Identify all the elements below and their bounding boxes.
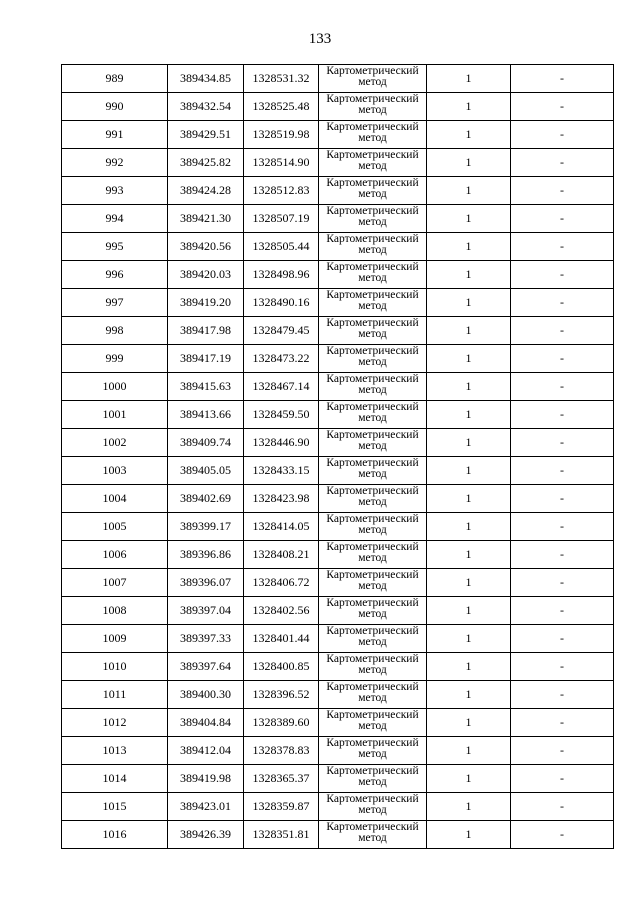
y-coordinate-cell: 1328525.48: [244, 93, 319, 121]
x-coordinate-cell: 389412.04: [168, 737, 244, 765]
method-line-1: Картометрический: [326, 597, 419, 609]
method-line-2: метод: [358, 832, 387, 844]
point-number-cell: 1013: [62, 737, 168, 765]
y-coordinate-cell: 1328519.98: [244, 121, 319, 149]
method-cell: [319, 737, 427, 765]
method-line-2: метод: [358, 776, 387, 788]
method-line-1: Картометрический: [326, 205, 419, 217]
x-coordinate-cell: 389423.01: [168, 793, 244, 821]
y-coordinate-cell: 1328479.45: [244, 317, 319, 345]
table-row: [62, 401, 614, 429]
table-row: [62, 625, 614, 653]
method-line-2: метод: [358, 160, 387, 172]
y-coordinate-cell: 1328490.16: [244, 289, 319, 317]
table-row: [62, 429, 614, 457]
x-coordinate-cell: 389405.05: [168, 457, 244, 485]
x-coordinate-cell: 389424.28: [168, 177, 244, 205]
x-coordinate-cell: 389409.74: [168, 429, 244, 457]
point-number-cell: 1002: [62, 429, 168, 457]
y-coordinate-cell: 1328473.22: [244, 345, 319, 373]
method-cell: [319, 121, 427, 149]
table-row: [62, 373, 614, 401]
count-cell: 1: [427, 457, 511, 485]
table-row: [62, 261, 614, 289]
count-cell: 1: [427, 205, 511, 233]
method-line-1: Картометрический: [326, 625, 419, 637]
x-coordinate-cell: 389434.85: [168, 65, 244, 93]
method-cell: [319, 681, 427, 709]
count-cell: 1: [427, 177, 511, 205]
method-line-2: метод: [358, 748, 387, 760]
x-coordinate-cell: 389432.54: [168, 93, 244, 121]
point-number-cell: 1004: [62, 485, 168, 513]
method-line-2: метод: [358, 804, 387, 816]
method-line-1: Картометрический: [326, 429, 419, 441]
x-coordinate-cell: 389419.20: [168, 289, 244, 317]
page-number: 133: [308, 31, 332, 47]
note-cell: -: [511, 597, 614, 625]
note-cell: -: [511, 457, 614, 485]
point-number-cell: 999: [62, 345, 168, 373]
table-row: [62, 569, 614, 597]
table-row: [62, 597, 614, 625]
method-cell: [319, 429, 427, 457]
method-cell: [319, 205, 427, 233]
point-number-cell: 1007: [62, 569, 168, 597]
y-coordinate-cell: 1328467.14: [244, 373, 319, 401]
note-cell: -: [511, 401, 614, 429]
count-cell: 1: [427, 821, 511, 849]
method-line-2: метод: [358, 188, 387, 200]
x-coordinate-cell: 389396.86: [168, 541, 244, 569]
y-coordinate-cell: 1328400.85: [244, 653, 319, 681]
table-row: [62, 765, 614, 793]
method-line-1: Картометрический: [326, 373, 419, 385]
note-cell: -: [511, 233, 614, 261]
method-line-1: Картометрический: [326, 261, 419, 273]
point-number-cell: 1011: [62, 681, 168, 709]
table-row: [62, 485, 614, 513]
note-cell: -: [511, 793, 614, 821]
y-coordinate-cell: 1328401.44: [244, 625, 319, 653]
point-number-cell: 1014: [62, 765, 168, 793]
note-cell: -: [511, 205, 614, 233]
method-line-2: метод: [358, 76, 387, 88]
method-line-1: Картометрический: [326, 345, 419, 357]
method-line-2: метод: [358, 412, 387, 424]
x-coordinate-cell: 389396.07: [168, 569, 244, 597]
table-row: [62, 317, 614, 345]
method-cell: [319, 93, 427, 121]
point-number-cell: 989: [62, 65, 168, 93]
method-line-2: метод: [358, 496, 387, 508]
method-line-1: Картометрический: [326, 653, 419, 665]
method-cell: [319, 65, 427, 93]
note-cell: -: [511, 569, 614, 597]
x-coordinate-cell: 389404.84: [168, 709, 244, 737]
table-row: [62, 457, 614, 485]
x-coordinate-cell: 389413.66: [168, 401, 244, 429]
count-cell: 1: [427, 65, 511, 93]
count-cell: 1: [427, 429, 511, 457]
method-line-1: Картометрический: [326, 177, 419, 189]
point-number-cell: 995: [62, 233, 168, 261]
table-row: [62, 149, 614, 177]
point-number-cell: 1008: [62, 597, 168, 625]
x-coordinate-cell: 389419.98: [168, 765, 244, 793]
table-row: [62, 737, 614, 765]
note-cell: -: [511, 709, 614, 737]
method-line-2: метод: [358, 468, 387, 480]
y-coordinate-cell: 1328423.98: [244, 485, 319, 513]
method-line-2: метод: [358, 356, 387, 368]
method-line-1: Картометрический: [326, 457, 419, 469]
x-coordinate-cell: 389426.39: [168, 821, 244, 849]
y-coordinate-cell: 1328396.52: [244, 681, 319, 709]
x-coordinate-cell: 389429.51: [168, 121, 244, 149]
x-coordinate-cell: 389425.82: [168, 149, 244, 177]
method-line-2: метод: [358, 664, 387, 676]
point-number-cell: 992: [62, 149, 168, 177]
y-coordinate-cell: 1328498.96: [244, 261, 319, 289]
count-cell: 1: [427, 485, 511, 513]
method-cell: [319, 597, 427, 625]
count-cell: 1: [427, 373, 511, 401]
point-number-cell: 1010: [62, 653, 168, 681]
method-line-1: Картометрический: [326, 793, 419, 805]
table-row: [62, 233, 614, 261]
table-row: [62, 121, 614, 149]
point-number-cell: 1001: [62, 401, 168, 429]
method-cell: [319, 765, 427, 793]
method-line-1: Картометрический: [326, 681, 419, 693]
method-line-2: метод: [358, 636, 387, 648]
x-coordinate-cell: 389421.30: [168, 205, 244, 233]
method-line-2: метод: [358, 720, 387, 732]
table-row: [62, 653, 614, 681]
method-cell: [319, 233, 427, 261]
method-line-1: Картометрический: [326, 233, 419, 245]
count-cell: 1: [427, 709, 511, 737]
x-coordinate-cell: 389417.98: [168, 317, 244, 345]
table-row: [62, 205, 614, 233]
count-cell: 1: [427, 513, 511, 541]
note-cell: -: [511, 121, 614, 149]
method-line-2: метод: [358, 524, 387, 536]
y-coordinate-cell: 1328378.83: [244, 737, 319, 765]
method-cell: [319, 709, 427, 737]
count-cell: 1: [427, 93, 511, 121]
count-cell: 1: [427, 597, 511, 625]
method-cell: [319, 401, 427, 429]
note-cell: -: [511, 737, 614, 765]
y-coordinate-cell: 1328505.44: [244, 233, 319, 261]
x-coordinate-cell: 389397.04: [168, 597, 244, 625]
table-row: [62, 65, 614, 93]
point-number-cell: 1016: [62, 821, 168, 849]
note-cell: -: [511, 429, 614, 457]
y-coordinate-cell: 1328531.32: [244, 65, 319, 93]
y-coordinate-cell: 1328365.37: [244, 765, 319, 793]
method-cell: [319, 541, 427, 569]
count-cell: 1: [427, 121, 511, 149]
x-coordinate-cell: 389417.19: [168, 345, 244, 373]
point-number-cell: 993: [62, 177, 168, 205]
point-number-cell: 1015: [62, 793, 168, 821]
point-number-cell: 997: [62, 289, 168, 317]
method-line-2: метод: [358, 552, 387, 564]
method-line-1: Картометрический: [326, 317, 419, 329]
point-number-cell: 990: [62, 93, 168, 121]
point-number-cell: 1012: [62, 709, 168, 737]
table-row: [62, 177, 614, 205]
method-cell: [319, 177, 427, 205]
table-row: [62, 541, 614, 569]
point-number-cell: 1000: [62, 373, 168, 401]
note-cell: -: [511, 65, 614, 93]
count-cell: 1: [427, 149, 511, 177]
method-line-2: метод: [358, 440, 387, 452]
note-cell: -: [511, 821, 614, 849]
table-row: [62, 821, 614, 849]
method-cell: [319, 457, 427, 485]
method-line-2: метод: [358, 216, 387, 228]
note-cell: -: [511, 317, 614, 345]
method-line-2: метод: [358, 104, 387, 116]
point-number-cell: 1003: [62, 457, 168, 485]
method-cell: [319, 793, 427, 821]
y-coordinate-cell: 1328359.87: [244, 793, 319, 821]
count-cell: 1: [427, 289, 511, 317]
method-line-1: Картометрический: [326, 737, 419, 749]
method-cell: [319, 569, 427, 597]
y-coordinate-cell: 1328408.21: [244, 541, 319, 569]
note-cell: -: [511, 541, 614, 569]
count-cell: 1: [427, 233, 511, 261]
y-coordinate-cell: 1328402.56: [244, 597, 319, 625]
method-line-2: метод: [358, 692, 387, 704]
note-cell: -: [511, 177, 614, 205]
method-cell: [319, 261, 427, 289]
note-cell: -: [511, 93, 614, 121]
count-cell: 1: [427, 765, 511, 793]
method-line-2: метод: [358, 300, 387, 312]
y-coordinate-cell: 1328406.72: [244, 569, 319, 597]
x-coordinate-cell: 389420.03: [168, 261, 244, 289]
count-cell: 1: [427, 345, 511, 373]
method-line-2: метод: [358, 132, 387, 144]
table-row: [62, 345, 614, 373]
method-cell: [319, 513, 427, 541]
count-cell: 1: [427, 261, 511, 289]
method-line-1: Картометрический: [326, 709, 419, 721]
y-coordinate-cell: 1328389.60: [244, 709, 319, 737]
table-row: [62, 513, 614, 541]
method-line-2: метод: [358, 580, 387, 592]
count-cell: 1: [427, 737, 511, 765]
count-cell: 1: [427, 653, 511, 681]
coordinates-table-body: [62, 65, 614, 849]
note-cell: -: [511, 261, 614, 289]
method-cell: [319, 653, 427, 681]
method-cell: [319, 373, 427, 401]
x-coordinate-cell: 389397.64: [168, 653, 244, 681]
x-coordinate-cell: 389400.30: [168, 681, 244, 709]
y-coordinate-cell: 1328446.90: [244, 429, 319, 457]
method-line-1: Картометрический: [326, 121, 419, 133]
point-number-cell: 991: [62, 121, 168, 149]
note-cell: -: [511, 373, 614, 401]
method-cell: [319, 317, 427, 345]
method-line-1: Картометрический: [326, 149, 419, 161]
y-coordinate-cell: 1328514.90: [244, 149, 319, 177]
x-coordinate-cell: 389397.33: [168, 625, 244, 653]
method-cell: [319, 821, 427, 849]
count-cell: 1: [427, 317, 511, 345]
table-row: [62, 289, 614, 317]
count-cell: 1: [427, 569, 511, 597]
count-cell: 1: [427, 401, 511, 429]
point-number-cell: 1009: [62, 625, 168, 653]
note-cell: -: [511, 625, 614, 653]
method-line-2: метод: [358, 272, 387, 284]
y-coordinate-cell: 1328507.19: [244, 205, 319, 233]
note-cell: -: [511, 345, 614, 373]
note-cell: -: [511, 485, 614, 513]
method-line-1: Картометрический: [326, 485, 419, 497]
method-cell: [319, 345, 427, 373]
table-row: [62, 793, 614, 821]
x-coordinate-cell: 389399.17: [168, 513, 244, 541]
method-line-2: метод: [358, 244, 387, 256]
table-row: [62, 709, 614, 737]
note-cell: -: [511, 149, 614, 177]
y-coordinate-cell: 1328512.83: [244, 177, 319, 205]
note-cell: -: [511, 653, 614, 681]
method-line-1: Картометрический: [326, 93, 419, 105]
x-coordinate-cell: 389402.69: [168, 485, 244, 513]
y-coordinate-cell: 1328433.15: [244, 457, 319, 485]
count-cell: 1: [427, 793, 511, 821]
y-coordinate-cell: 1328414.05: [244, 513, 319, 541]
method-line-1: Картометрический: [326, 765, 419, 777]
y-coordinate-cell: 1328351.81: [244, 821, 319, 849]
method-cell: [319, 289, 427, 317]
point-number-cell: 994: [62, 205, 168, 233]
method-cell: [319, 485, 427, 513]
method-line-2: метод: [358, 608, 387, 620]
y-coordinate-cell: 1328459.50: [244, 401, 319, 429]
x-coordinate-cell: 389415.63: [168, 373, 244, 401]
method-line-1: Картометрический: [326, 289, 419, 301]
method-line-1: Картометрический: [326, 65, 419, 77]
note-cell: -: [511, 765, 614, 793]
count-cell: 1: [427, 625, 511, 653]
method-line-1: Картометрический: [326, 541, 419, 553]
table-row: [62, 681, 614, 709]
method-line-1: Картометрический: [326, 513, 419, 525]
note-cell: -: [511, 513, 614, 541]
method-line-1: Картометрический: [326, 569, 419, 581]
note-cell: -: [511, 681, 614, 709]
method-line-1: Картометрический: [326, 401, 419, 413]
table-row: [62, 93, 614, 121]
coordinates-table: [61, 64, 614, 849]
point-number-cell: 1005: [62, 513, 168, 541]
method-cell: [319, 149, 427, 177]
point-number-cell: 998: [62, 317, 168, 345]
method-line-2: метод: [358, 384, 387, 396]
count-cell: 1: [427, 681, 511, 709]
method-line-2: метод: [358, 328, 387, 340]
point-number-cell: 996: [62, 261, 168, 289]
count-cell: 1: [427, 541, 511, 569]
note-cell: -: [511, 289, 614, 317]
point-number-cell: 1006: [62, 541, 168, 569]
method-line-1: Картометрический: [326, 821, 419, 833]
x-coordinate-cell: 389420.56: [168, 233, 244, 261]
method-cell: [319, 625, 427, 653]
